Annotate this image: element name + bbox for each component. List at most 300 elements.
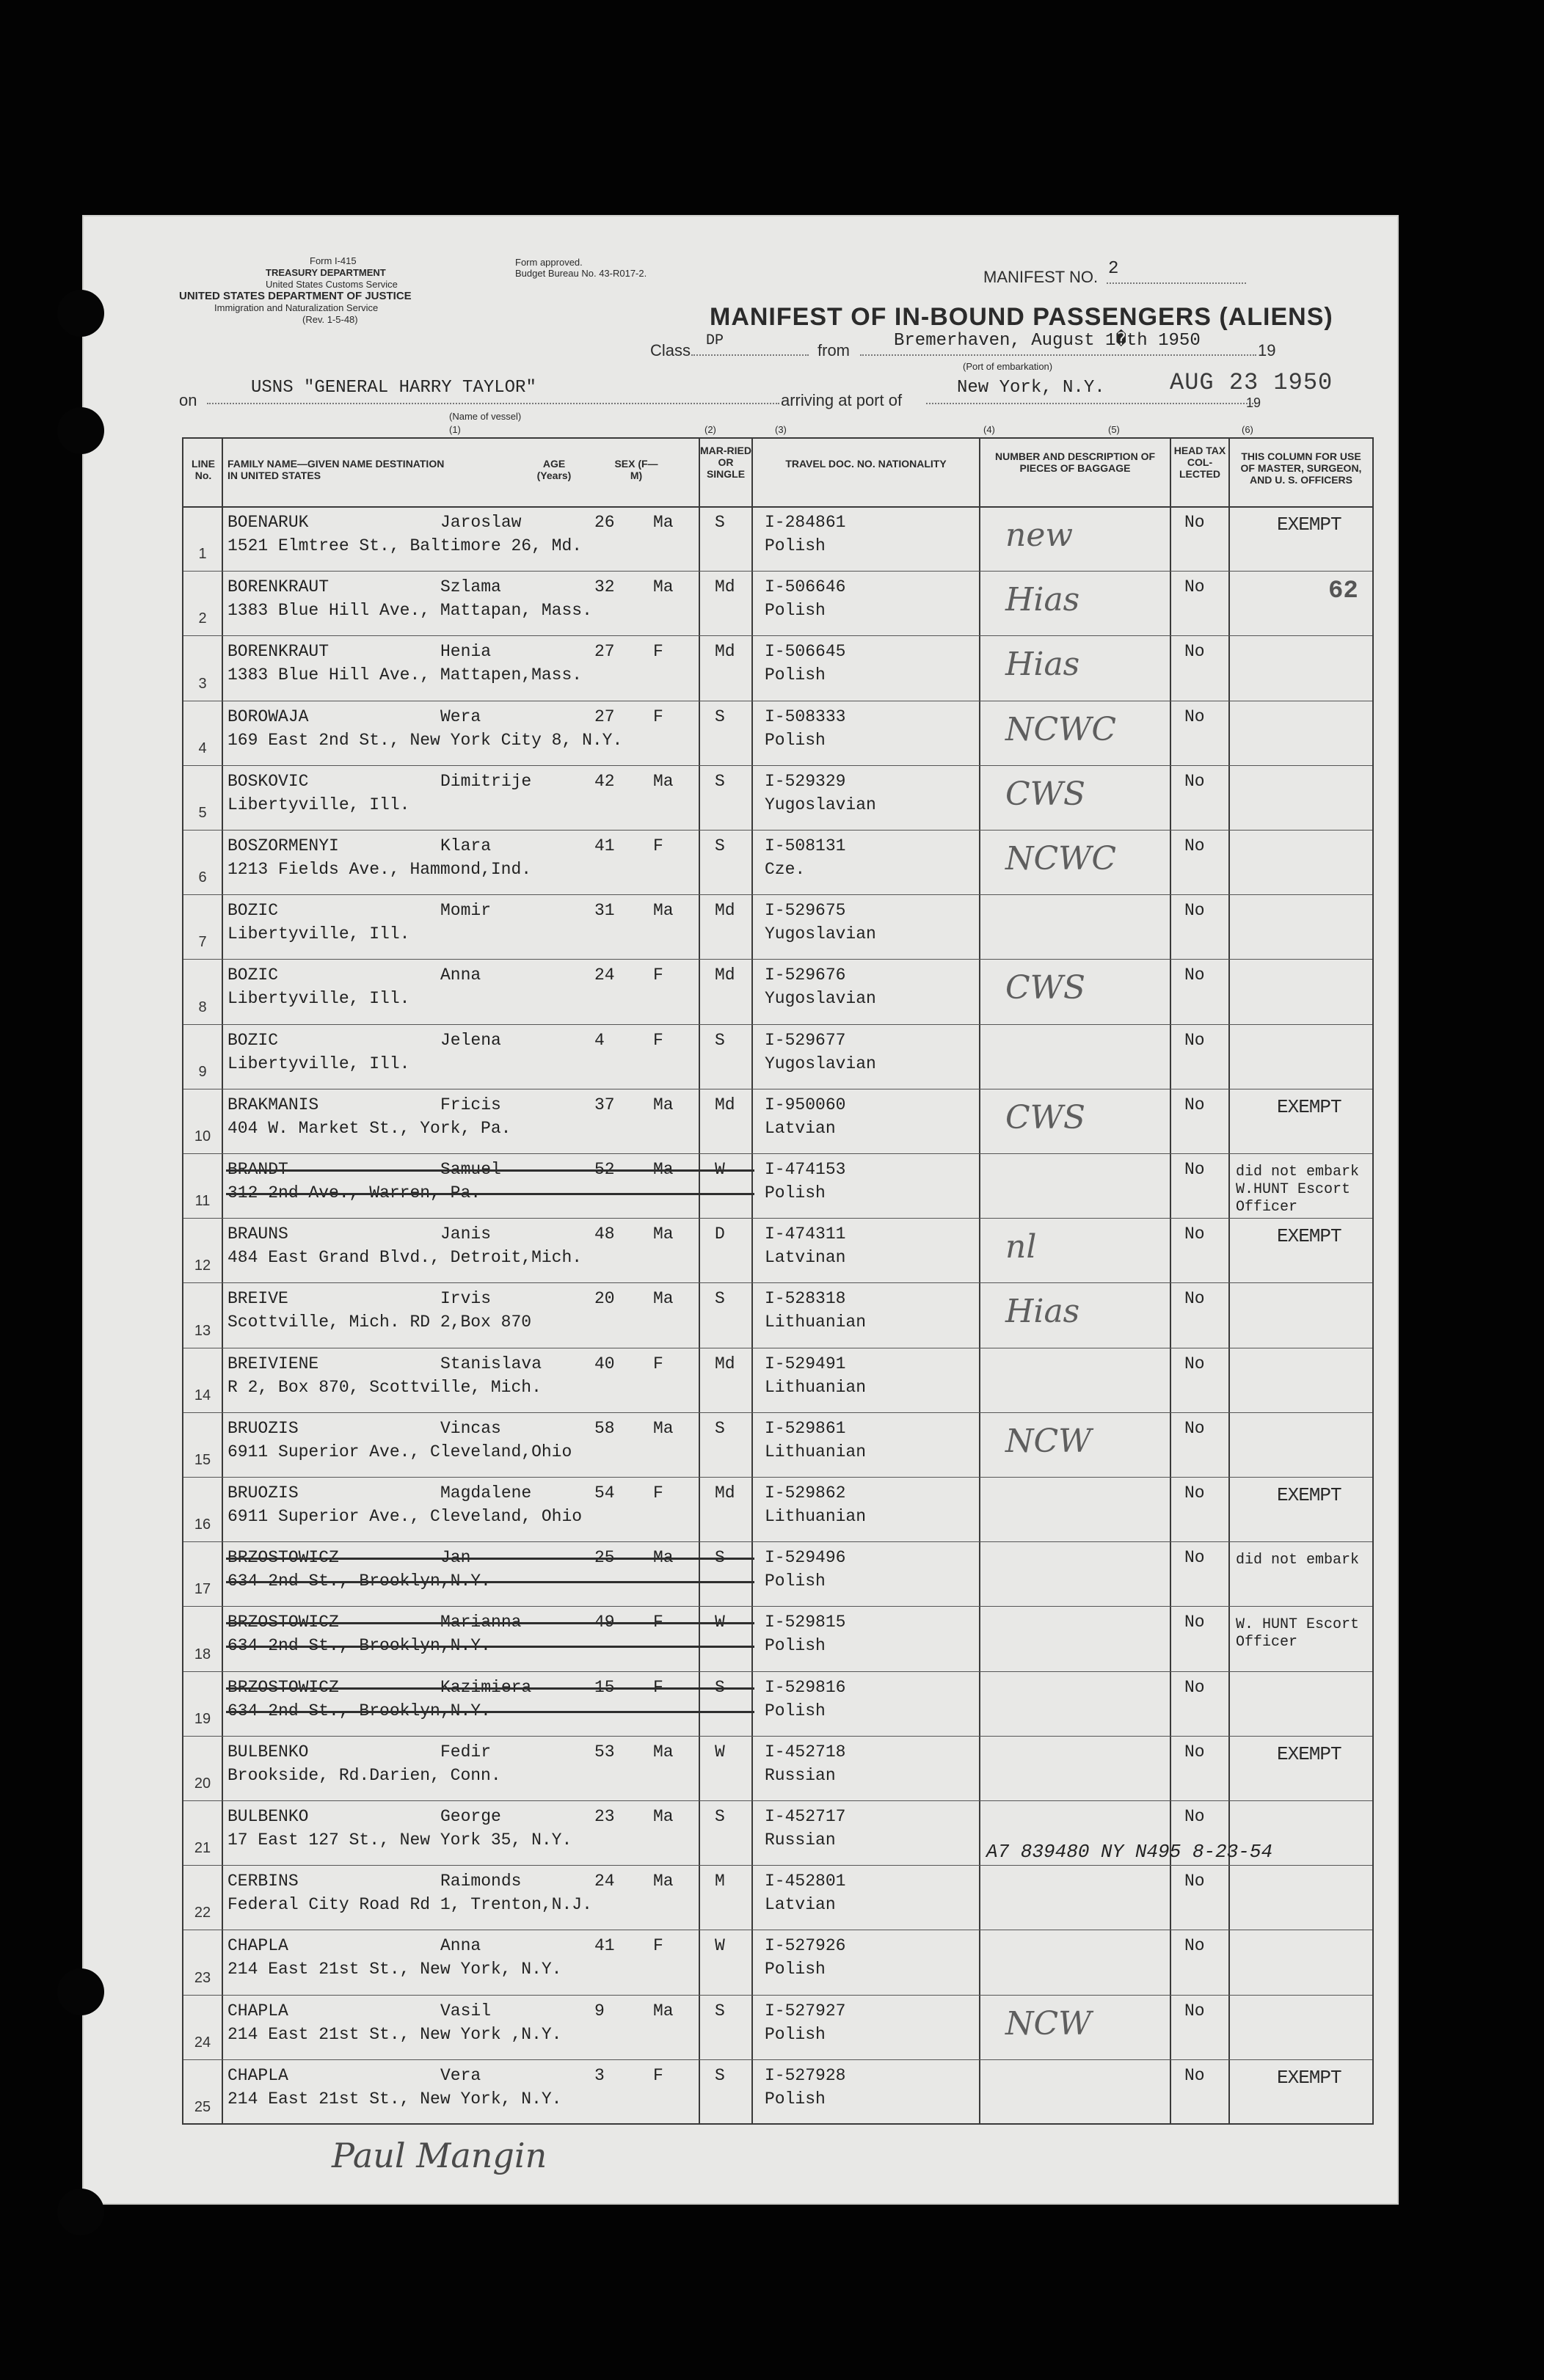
address: 6911 Superior Ave., Cleveland, Ohio [227,1507,583,1526]
head-tax: No [1184,707,1205,726]
given-name: Samuel [440,1160,501,1179]
family-name: BRZOSTOWICZ [227,1677,339,1697]
marital-status: M [715,1872,725,1891]
given-name: Magdalene [440,1483,532,1503]
line-number: 4 [198,740,207,756]
binder-hole [57,407,104,454]
age: 41 [594,1936,615,1956]
family-name: BOROWAJA [227,707,309,726]
head-tax: No [1184,1677,1205,1697]
family-name: BRUOZIS [227,1483,299,1503]
given-name: Vincas [440,1418,501,1438]
nationality: Latvinan [765,1248,846,1268]
age: 41 [594,836,615,855]
line-number: 23 [194,1969,211,1986]
given-name: Raimonds [440,1872,522,1891]
class-label: Class [650,341,691,359]
nationality: Polish [765,665,826,685]
line-number: 21 [194,1840,211,1857]
marital-status: D [715,1224,725,1244]
nationality: Polish [765,1183,826,1202]
family-name: BOSKOVIC [227,771,309,791]
sex: Ma [653,1548,674,1568]
given-name: Anna [440,1936,481,1956]
address: 1213 Fields Ave., Hammond,Ind. [227,860,532,879]
line-number: 9 [198,1063,207,1080]
family-name: BREIVE [227,1289,288,1309]
family-name: CHAPLA [227,2065,288,2085]
address: 214 East 21st St., New York, N.Y. [227,1960,562,1979]
sex: F [653,1677,663,1697]
arriving-label: arriving at port of [781,391,903,409]
family-name: BRUOZIS [227,1418,299,1438]
address: 17 East 127 St., New York 35, N.Y. [227,1830,572,1850]
table-row [183,701,1372,765]
treasury-dept: TREASURY DEPARTMENT [266,267,386,278]
col-baggage: NUMBER AND DESCRIPTION OF PIECES OF BAGGAGE [994,450,1156,474]
nationality: Lithuanian [765,1313,867,1332]
family-name: BRANDT [227,1160,288,1179]
age: 24 [594,1872,615,1891]
sex: Ma [653,1095,674,1114]
col-line: LINE No. [192,458,215,481]
line-number: 22 [194,1905,211,1921]
address: Libertyville, Ill. [227,924,410,944]
col-num-5: (5) [1108,424,1120,435]
form-number: Form I-415 [310,255,357,266]
nationality: Russian [765,1765,836,1785]
nationality: Russian [765,1830,836,1850]
line-number: 18 [194,1646,211,1662]
given-name: Momir [440,901,492,921]
line-number: 17 [194,1581,211,1598]
given-name: Jelena [440,1030,501,1050]
age: 31 [594,901,615,921]
line-number: 1 [198,546,207,563]
travel-doc: I-527927 [765,2001,846,2021]
head-tax: No [1184,642,1205,662]
nationality: Polish [765,1572,826,1591]
col-num-3: (3) [775,424,787,435]
head-tax: No [1184,965,1205,985]
table-row [183,1800,1372,1865]
age: 20 [594,1289,615,1309]
head-tax: No [1184,1483,1205,1503]
travel-doc: I-527926 [765,1936,846,1956]
marital-status: S [715,2065,725,2085]
address: Brookside, Rd.Darien, Conn. [227,1765,501,1785]
address: Libertyville, Ill. [227,989,410,1009]
table-row [183,1930,1372,1994]
marital-status: Md [715,1483,735,1503]
vessel-caption: (Name of vessel) [449,411,522,422]
table-row [183,1995,1372,2059]
address: 214 East 21st St., New York ,N.Y. [227,2024,562,2044]
age: 58 [594,1418,615,1438]
nationality: Polish [765,1701,826,1720]
line-number: 25 [194,2098,211,2115]
marital-status: W [715,1160,725,1179]
sex: Ma [653,901,674,921]
sex: F [653,1613,663,1632]
travel-doc: I-528318 [765,1289,846,1309]
nationality: Polish [765,2089,826,2109]
col-num-6: (6) [1242,424,1253,435]
table-row [183,1477,1372,1541]
given-name: Dimitrije [440,771,532,791]
family-name: BORENKRAUT [227,577,329,597]
nationality: Yugoslavian [765,795,876,814]
age: 24 [594,965,615,985]
head-tax: No [1184,1095,1205,1114]
given-name: Wera [440,707,481,726]
col-sex: SEX (F—M) [614,458,658,481]
age: 4 [594,1030,605,1050]
family-name: BORENKRAUT [227,642,329,662]
travel-doc: I-529861 [765,1418,846,1438]
sex: Ma [653,1224,674,1244]
head-tax: No [1184,1160,1205,1179]
line-number: 8 [198,999,207,1015]
family-name: CERBINS [227,1872,299,1891]
nationality: Lithuanian [765,1507,867,1526]
address: 312 2nd Ave., Warren, Pa. [227,1183,481,1202]
travel-doc: I-452718 [765,1742,846,1762]
given-name: Vera [440,2065,481,2085]
sex: F [653,1936,663,1956]
family-name: BOZIC [227,901,279,921]
nationality: Yugoslavian [765,1054,876,1073]
line-number: 14 [194,1387,211,1403]
given-name: Henia [440,642,492,662]
family-name: BRZOSTOWICZ [227,1613,339,1632]
head-tax: No [1184,1224,1205,1244]
col-name: FAMILY NAME—GIVEN NAME DESTINATION IN UNITED STATES [227,458,445,481]
officer-note: EXEMPT [1277,1095,1341,1118]
head-tax: No [1184,2065,1205,2085]
baggage-note: Hias [1005,646,1080,684]
travel-doc: I-506645 [765,642,846,662]
line-number: 13 [194,1322,211,1339]
nationality: Lithuanian [765,1442,867,1461]
table-row [183,1089,1372,1153]
marital-status: W [715,1742,725,1762]
line-number: 10 [194,1128,211,1145]
marital-status: S [715,771,725,791]
col-officers: THIS COLUMN FOR USE OF MASTER, SURGEON, AND U. S. OFFICERS [1240,450,1362,486]
baggage-note: NCWC [1005,840,1117,877]
head-tax: No [1184,1936,1205,1956]
nationality: Polish [765,601,826,621]
marital-status: S [715,1418,725,1438]
family-name: BOENARUK [227,513,309,532]
manifest-no-value: 2 [1108,259,1119,279]
family-name: BULBENKO [227,1807,309,1826]
given-name: Irvis [440,1289,492,1309]
head-tax: No [1184,1030,1205,1050]
marital-status: S [715,1030,725,1050]
year-suffix-2: 19 [1246,395,1261,410]
nationality: Polish [765,1636,826,1656]
address: 634 2nd St., Brooklyn,N.Y. [227,1636,491,1656]
table-row [183,830,1372,894]
col-num-4: (4) [983,424,995,435]
sex: Ma [653,577,674,597]
line-number: 12 [194,1257,211,1274]
line-number: 20 [194,1775,211,1792]
col-num-1: (1) [449,424,461,435]
table-row [183,1218,1372,1282]
head-tax: No [1184,1418,1205,1438]
officer-note: W. HUNT Escort Officer [1236,1616,1360,1651]
officer-note: EXEMPT [1277,1484,1341,1506]
travel-doc: I-950060 [765,1095,846,1114]
budget-bureau: Budget Bureau No. 43-R017-2. [515,268,647,279]
age: 15 [594,1677,615,1697]
age: 53 [594,1742,615,1762]
nationality: Yugoslavian [765,924,876,944]
age: 54 [594,1483,615,1503]
nationality: Latvian [765,1895,836,1915]
travel-doc: I-474311 [765,1224,846,1244]
marital-status: S [715,836,725,855]
head-tax: No [1184,513,1205,532]
sex: F [653,1354,663,1373]
head-tax: No [1184,2001,1205,2021]
address: 6911 Superior Ave., Cleveland,Ohio [227,1442,572,1461]
age: 23 [594,1807,615,1826]
sex: Ma [653,1807,674,1826]
travel-doc: I-529676 [765,965,846,985]
head-tax: No [1184,1548,1205,1568]
customs-service: United States Customs Service [266,279,398,290]
line-number: 3 [198,675,207,692]
marital-status: S [715,1807,725,1826]
travel-doc: I-452717 [765,1807,846,1826]
sex: F [653,2065,663,2085]
officer-note: 62 [1328,577,1358,606]
head-tax: No [1184,1807,1205,1826]
sex: Ma [653,1160,674,1179]
sex: F [653,1483,663,1503]
embarkation-caption: (Port of embarkation) [963,361,1053,372]
age: 27 [594,707,615,726]
address: 1383 Blue Hill Ave., Mattapen,Mass. [227,665,583,685]
marital-status: Md [715,965,735,985]
arrival-port: New York, N.Y. [957,378,1105,398]
family-name: BRZOSTOWICZ [227,1548,339,1568]
nationality: Polish [765,2024,826,2044]
year-suffix: 19 [1258,341,1276,359]
baggage-note: A7 839480 NY N495 8-23-54 [986,1841,1273,1863]
table-row [183,959,1372,1023]
sex: Ma [653,2001,674,2021]
family-name: BOZIC [227,1030,279,1050]
address: 404 W. Market St., York, Pa. [227,1118,511,1138]
travel-doc: I-529496 [765,1548,846,1568]
family-name: BULBENKO [227,1742,309,1762]
binder-hole [57,2189,104,2235]
age: 42 [594,771,615,791]
embarkation-port: Bremerhaven, August 1�th 1950 [894,331,1201,351]
address: Federal City Road Rd 1, Trenton,N.J. [227,1895,592,1915]
marital-status: Md [715,577,735,597]
sex: Ma [653,1872,674,1891]
baggage-note: NCW [1005,2004,1092,2043]
binder-hole [57,1968,104,2015]
sex: F [653,642,663,662]
marital-status: Md [715,1354,735,1373]
baggage-note: nl [1005,1228,1037,1266]
given-name: Marianna [440,1613,522,1632]
col-headtax: HEAD TAX COL-LECTED [1173,445,1226,480]
baggage-note: NCWC [1005,710,1117,748]
sex: F [653,1030,663,1050]
given-name: Jan [440,1548,471,1568]
table-row [183,1865,1372,1930]
line-number: 7 [198,934,207,951]
travel-doc: I-527928 [765,2065,846,2085]
given-name: Vasil [440,2001,492,2021]
manifest-sheet [82,215,1399,2205]
nationality: Polish [765,1960,826,1979]
sex: F [653,707,663,726]
head-tax: No [1184,771,1205,791]
head-tax: No [1184,1289,1205,1309]
vessel-name: USNS "GENERAL HARRY TAYLOR" [251,378,536,398]
head-tax: No [1184,1872,1205,1891]
nationality: Polish [765,536,826,555]
justice-dept: UNITED STATES DEPARTMENT OF JUSTICE [179,290,412,302]
table-row [183,1541,1372,1606]
table-row [183,1736,1372,1800]
form-approved: Form approved. [515,257,583,268]
age: 48 [594,1224,615,1244]
travel-doc: I-529816 [765,1677,846,1697]
marital-status: Md [715,1095,735,1114]
sex: F [653,965,663,985]
address: Scottville, Mich. RD 2,Box 870 [227,1313,532,1332]
travel-doc: I-529815 [765,1613,846,1632]
table-row [183,765,1372,830]
sex: F [653,836,663,855]
table-row [183,894,1372,959]
family-name: BRAUNS [227,1224,288,1244]
age: 25 [594,1548,615,1568]
baggage-note: new [1005,516,1074,554]
age: 37 [594,1095,615,1114]
travel-doc: I-529329 [765,771,846,791]
baggage-note: CWS [1005,969,1086,1007]
marital-status: S [715,1677,725,1697]
given-name: Fedir [440,1742,492,1762]
officer-note: did not embark W.HUNT Escort Officer [1236,1164,1360,1216]
address: Libertyville, Ill. [227,795,410,814]
officer-note: EXEMPT [1277,514,1341,536]
baggage-note: Hias [1005,581,1080,619]
family-name: BOSZORMENYI [227,836,339,855]
table-row [183,1412,1372,1477]
sex: Ma [653,771,674,791]
table-row [183,1282,1372,1347]
address: 634 2nd St., Brooklyn,N.Y. [227,1572,491,1591]
ins-service: Immigration and Naturalization Service [214,302,379,313]
manifest-no-label: MANIFEST NO. [983,268,1099,286]
table-row [183,1153,1372,1218]
travel-doc: I-529491 [765,1354,846,1373]
from-label: from [817,341,850,359]
line-number: 24 [194,2034,211,2051]
marital-status: S [715,1548,725,1568]
address: 169 East 2nd St., New York City 8, N.Y. [227,730,623,750]
age: 26 [594,513,615,532]
line-number: 2 [198,610,207,627]
nationality: Lithuanian [765,1377,867,1397]
nationality: Cze. [765,860,806,879]
family-name: BRAKMANIS [227,1095,319,1114]
arrival-date-stamp: AUG 23 1950 [1170,369,1333,396]
address: Libertyville, Ill. [227,1054,410,1073]
travel-doc: I-529675 [765,901,846,921]
officer-note: EXEMPT [1277,1225,1341,1248]
col-num-2: (2) [704,424,716,435]
age: 40 [594,1354,615,1373]
line-number: 6 [198,869,207,886]
marital-status: Md [715,901,735,921]
nationality: Latvian [765,1118,836,1138]
marital-status: S [715,707,725,726]
baggage-note: CWS [1005,775,1086,813]
address: R 2, Box 870, Scottville, Mich. [227,1377,542,1397]
travel-doc: I-508333 [765,707,846,726]
officer-note: EXEMPT [1277,1742,1341,1765]
travel-doc: I-508131 [765,836,846,855]
revision: (Rev. 1-5-48) [302,314,358,325]
head-tax: No [1184,836,1205,855]
travel-doc: I-474153 [765,1160,846,1179]
family-name: BREIVIENE [227,1354,319,1373]
travel-doc: I-452801 [765,1872,846,1891]
line-number: 5 [198,804,207,821]
on-label: on [179,391,197,409]
table-row [183,2059,1372,2124]
sex: Ma [653,1289,674,1309]
age: 3 [594,2065,605,2085]
age: 27 [594,642,615,662]
given-name: George [440,1807,501,1826]
head-tax: No [1184,901,1205,921]
table-row [183,1606,1372,1671]
age: 52 [594,1160,615,1179]
age: 32 [594,577,615,597]
travel-doc: I-284861 [765,513,846,532]
table-row [183,635,1372,700]
officer-note: did not embark [1236,1552,1360,1569]
marital-status: W [715,1613,725,1632]
address: 634 2nd St., Brooklyn,N.Y. [227,1701,491,1720]
nationality: Polish [765,730,826,750]
marital-status: S [715,1289,725,1309]
line-number: 15 [194,1451,211,1468]
family-name: BOZIC [227,965,279,985]
table-row [183,571,1372,635]
age: 49 [594,1613,615,1632]
line-number: 16 [194,1516,211,1533]
col-travel: TRAVEL DOC. NO. NATIONALITY [785,458,947,470]
manifest-title: MANIFEST OF IN-BOUND PASSENGERS (ALIENS) [710,303,1333,331]
line-number: 19 [194,1710,211,1727]
signature: Paul Mangin [332,2136,547,2175]
